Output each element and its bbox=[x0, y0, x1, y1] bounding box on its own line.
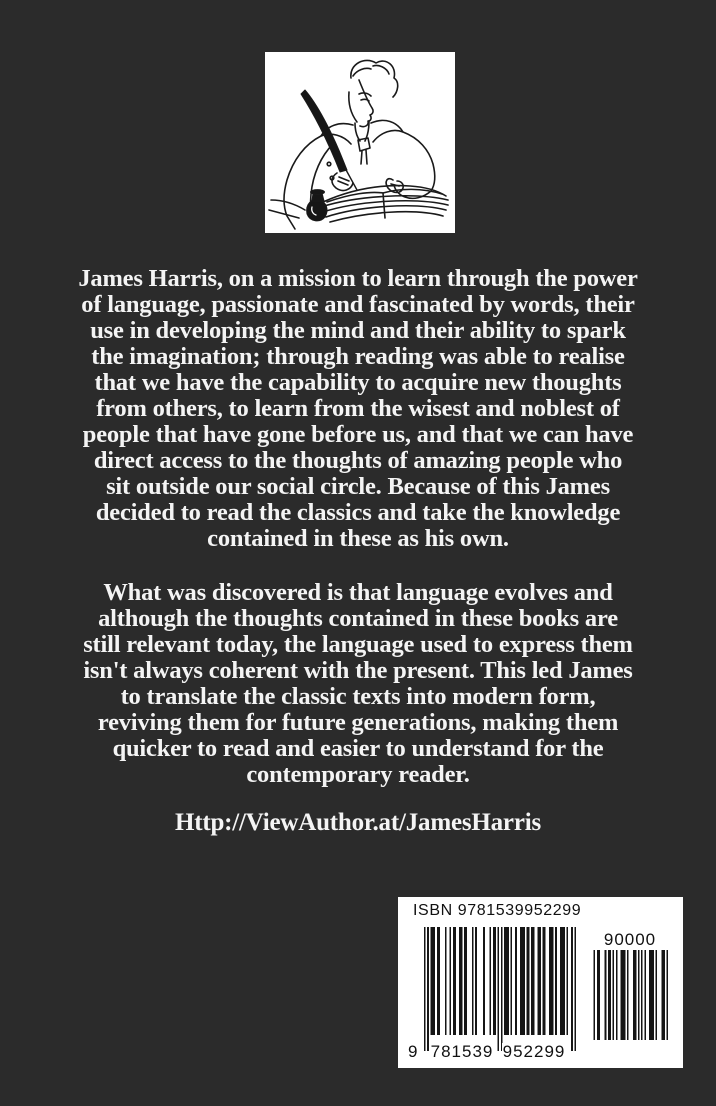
isbn-barcode-block bbox=[398, 897, 683, 1068]
blurb-paragraph-2 bbox=[0, 580, 716, 788]
text-line: isn't always coherent with the present. This led James bbox=[83, 657, 633, 684]
text-line: people that have gone before us, and that we can have bbox=[82, 421, 634, 448]
author-illustration bbox=[265, 52, 455, 233]
text-line: direct access to the thoughts of amazing people who bbox=[93, 447, 623, 474]
text-line: decided to read the classics and take the knowledge bbox=[95, 499, 621, 526]
supplement-price-code: 90000 bbox=[603, 930, 657, 949]
writer-with-quill-icon bbox=[265, 52, 455, 233]
text-line: contemporary reader. bbox=[246, 761, 470, 788]
text-line: from others, to learn from the wisest and noblest of bbox=[96, 395, 620, 422]
ean13-barcode bbox=[408, 927, 578, 1061]
text-line: still relevant today, the language used to express them bbox=[83, 631, 633, 658]
text-line: that we have the capability to acquire new thoughts bbox=[94, 369, 622, 396]
back-cover-blurb bbox=[0, 266, 716, 836]
ean5-supplement-barcode bbox=[590, 930, 670, 1040]
text-line: the imagination; through reading was able to realise bbox=[91, 343, 625, 370]
text-line: although the thoughts contained in these books are bbox=[98, 605, 618, 632]
text-line: contained in these as his own. bbox=[207, 525, 509, 552]
ean13-bars-icon bbox=[424, 927, 576, 1051]
text-line: to translate the classic texts into modern form, bbox=[120, 683, 596, 710]
text-line: James Harris, on a mission to learn through the power bbox=[78, 265, 638, 292]
text-line: quicker to read and easier to understand for the bbox=[112, 735, 604, 762]
text-line: of language, passionate and fascinated by words, their bbox=[81, 291, 635, 318]
ean5-bars-icon bbox=[592, 950, 668, 1040]
text-line: sit outside our social circle. Because of this James bbox=[106, 473, 610, 500]
isbn-label: ISBN 9781539952299 bbox=[413, 902, 582, 919]
barcode-digits-right: 952299 bbox=[502, 1042, 566, 1061]
barcode-lead-digit: 9 bbox=[408, 1042, 418, 1061]
author-url: Http://ViewAuthor.at/JamesHarris bbox=[174, 809, 541, 836]
text-line: use in developing the mind and their ability to spark bbox=[90, 317, 626, 344]
barcode-digits-left: 781539 bbox=[430, 1042, 494, 1061]
text-line: reviving them for future generations, making them bbox=[97, 709, 619, 736]
blurb-paragraph-1 bbox=[0, 266, 716, 552]
text-line: What was discovered is that language evolves and bbox=[103, 579, 613, 606]
